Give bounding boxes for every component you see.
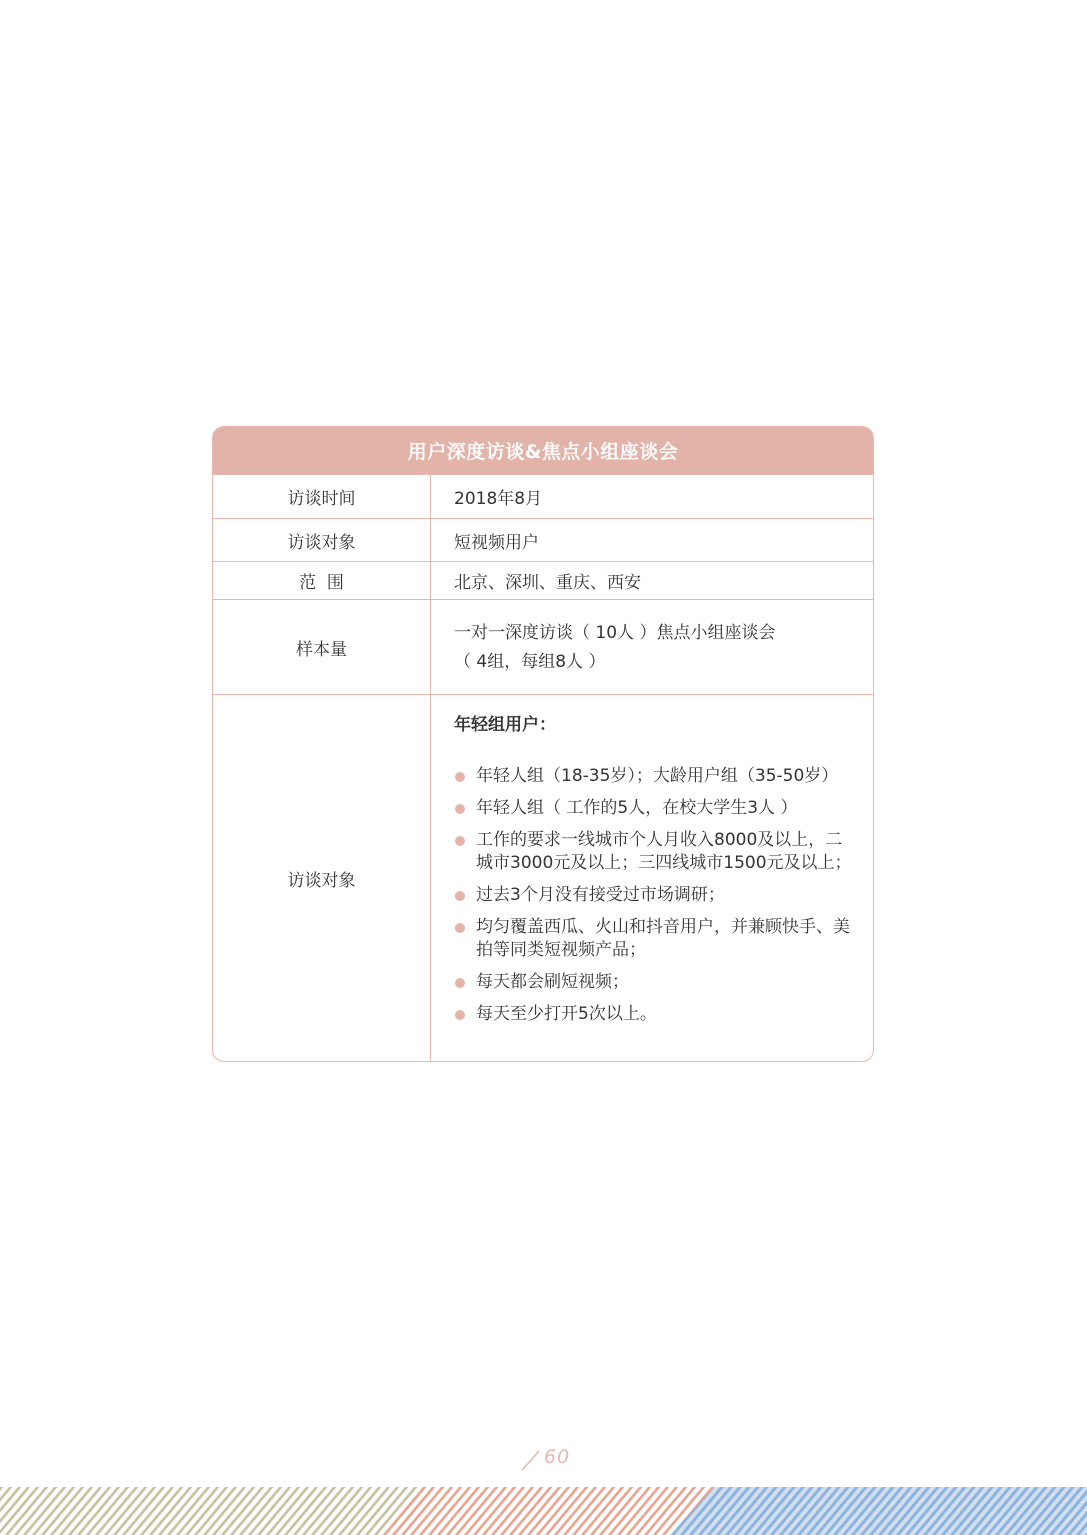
sample-size-line-1: 一对一深度访谈（ 10人 ）焦点小组座谈会 (454, 623, 776, 643)
list-item-text: 均匀覆盖西瓜、火山和抖音用户，并兼顾快手、美拍等同类短视频产品； (476, 917, 850, 960)
table-row (213, 694, 873, 1062)
list-item (454, 1003, 859, 1026)
row-value: 短视频用户 (454, 532, 539, 553)
bullet-dot-icon (455, 836, 465, 846)
footer-stripe-decoration (0, 1487, 1087, 1535)
list-item (454, 884, 859, 907)
list-item-text: 每天都会刷短视频； (476, 972, 629, 992)
criteria-list (454, 765, 859, 1026)
list-item-text: 工作的要求一线城市个人月收入8000及以上，二城市3000元及以上；三四线城市1500元及以上； (476, 830, 852, 873)
stripe-band-olive (0, 1487, 440, 1535)
list-item (454, 765, 859, 788)
table-row (213, 474, 873, 518)
interview-info-table (212, 426, 874, 1062)
list-item (454, 829, 859, 875)
row-value: 北京、深圳、重庆、西安 (454, 573, 641, 593)
row-label: 样本量 (213, 600, 431, 694)
row-label: 访谈时间 (213, 475, 431, 518)
table-title: 用户深度访谈&焦点小组座谈会 (213, 427, 873, 474)
bullet-dot-icon (455, 804, 465, 814)
section-title: 年轻组用户： (454, 715, 556, 735)
bullet-dot-icon (455, 1010, 465, 1020)
table-row (213, 599, 873, 694)
row-value (431, 600, 873, 694)
stripe-band-salmon (380, 1487, 720, 1535)
list-item (454, 971, 859, 994)
bullet-dot-icon (455, 978, 465, 988)
table-row (213, 561, 873, 599)
bullet-dot-icon (455, 891, 465, 901)
page-number (520, 1446, 580, 1474)
bullet-dot-icon (455, 772, 465, 782)
row-label: 访谈对象 (213, 695, 431, 1062)
bullet-dot-icon (455, 923, 465, 933)
row-value: 2018年8月 (454, 489, 543, 509)
row-value (431, 695, 873, 1062)
list-item-text: 年轻人组（ 工作的5人，在校大学生3人 ） (476, 798, 798, 818)
page-number-text: 60 (544, 1446, 571, 1468)
list-item-text: 过去3个月没有接受过市场调研； (476, 885, 725, 905)
list-item (454, 797, 859, 820)
slash-icon (520, 1449, 540, 1471)
list-item-text: 每天至少打开5次以上。 (476, 1004, 657, 1024)
stripe-band-blue (670, 1487, 1087, 1535)
row-label: 范 围 (213, 562, 431, 599)
table-row (213, 518, 873, 561)
row-label: 访谈对象 (213, 519, 431, 561)
list-item (454, 916, 859, 962)
sample-size-line-2: （ 4组，每组8人 ） (454, 652, 606, 672)
list-item-text: 年轻人组（18-35岁）；大龄用户组（35-50岁） (476, 766, 839, 786)
